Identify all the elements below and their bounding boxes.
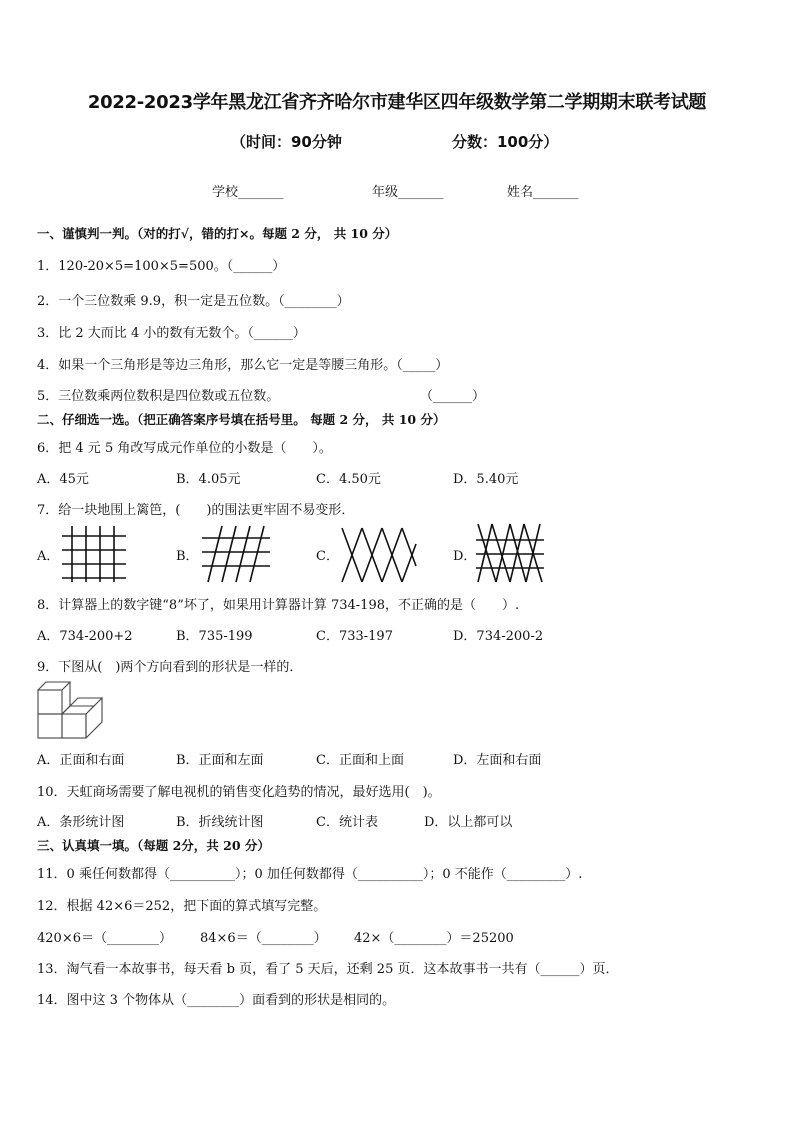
section1-heading: 一、谨慎判一判。（对的打√，错的打×。每题 2 分， 共 10 分） [37, 226, 398, 241]
q8-option-d[interactable]: D．734-200-2 [453, 629, 544, 644]
question-12-c[interactable]: 42×（________）＝25200 [354, 931, 514, 946]
question-12: 12．根据 42×6＝252，把下面的算式填写完整。 [37, 899, 327, 914]
q10-option-a[interactable]: A．条形统计图 [37, 815, 125, 830]
question-13[interactable]: 13．淘气看一本故事书，每天看 b 页，看了 5 天后，还剩 25 页．这本故事书一共有（______）页． [37, 962, 619, 977]
question-10: 10．天虹商场需要了解电视机的销售变化趋势的情况，最好选用( )。 [37, 785, 441, 800]
q6-option-d[interactable]: D．5.40元 [453, 472, 519, 487]
cube-stack-image [36, 678, 108, 742]
grade-field[interactable]: 年级_______ [372, 185, 444, 200]
question-5-blank[interactable]: （______） [420, 389, 486, 404]
section3-heading: 三、认真填一填。（每题 2分，共 20 分） [37, 838, 270, 853]
q7-option-b[interactable]: B． [176, 549, 199, 564]
question-11[interactable]: 11．0 乘任何数都得（__________）；0 加任何数都得（__________）；0 不能作（_________）. [37, 867, 583, 882]
question-2: 2．一个三位数乘 9.9，积一定是五位数。（________） [37, 294, 350, 309]
exam-time: （时间：90分钟 [231, 133, 342, 151]
question-7: 7．给一块地围上篱笆，( )的围法更牢固不易变形． [37, 503, 355, 518]
q10-option-b[interactable]: B．折线统计图 [176, 815, 264, 830]
q10-option-c[interactable]: C．统计表 [316, 815, 378, 830]
q10-option-d[interactable]: D．以上都可以 [424, 815, 513, 830]
q6-option-c[interactable]: C．4.50元 [316, 472, 381, 487]
fence-square-grid-image [60, 524, 130, 584]
q7-option-c[interactable]: C． [316, 549, 339, 564]
page-title: 2022-2023学年黑龙江省齐齐哈尔市建华区四年级数学第二学期期末联考试题 [87, 92, 707, 113]
question-6: 6．把 4 元 5 角改写成元作单位的小数是（ ）。 [37, 441, 332, 456]
q9-option-d[interactable]: D．左面和右面 [453, 753, 542, 768]
q8-option-a[interactable]: A．734-200+2 [37, 629, 133, 644]
exam-score: 分数：100分） [452, 133, 559, 151]
fence-triangle-zigzag-image [338, 524, 420, 584]
q9-option-b[interactable]: B．正面和左面 [176, 753, 264, 768]
q8-option-b[interactable]: B．735-199 [176, 629, 253, 644]
q9-option-a[interactable]: A．正面和右面 [37, 753, 125, 768]
question-3: 3．比 2 大而比 4 小的数有无数个。（______） [37, 326, 306, 341]
question-14[interactable]: 14．图中这 3 个物体从（________）面看到的形状是相同的。 [37, 993, 396, 1008]
q7-option-a[interactable]: A． [37, 549, 60, 564]
q9-option-c[interactable]: C．正面和上面 [316, 753, 404, 768]
fence-triangle-rail-image [474, 520, 546, 584]
school-field[interactable]: 学校_______ [212, 185, 284, 200]
section2-heading: 二、仔细选一选。（把正确答案序号填在括号里。 每题 2 分， 共 10 分） [37, 412, 446, 427]
q6-option-b[interactable]: B．4.05元 [176, 472, 241, 487]
question-4: 4．如果一个三角形是等边三角形，那么它一定是等腰三角形。（_____） [37, 358, 449, 373]
question-12-a[interactable]: 420×6＝（________） [37, 931, 172, 946]
question-8: 8．计算器上的数字键“8”坏了，如果用计算器计算 734-198，不正确的是（ ）. [37, 598, 520, 613]
question-1: 1．120-20×5=100×5=500。（______） [37, 259, 286, 274]
q6-option-a[interactable]: A．45元 [37, 472, 89, 487]
q8-option-c[interactable]: C．733-197 [316, 629, 393, 644]
fence-parallelogram-image [200, 524, 272, 584]
question-5: 5．三位数乘两位数积是四位数或五位数。 [37, 389, 280, 404]
q7-option-d[interactable]: D． [453, 549, 477, 564]
question-9: 9．下图从( )两个方向看到的形状是一样的． [37, 660, 303, 675]
name-field[interactable]: 姓名_______ [507, 185, 579, 200]
question-12-b[interactable]: 84×6＝（________） [200, 931, 327, 946]
